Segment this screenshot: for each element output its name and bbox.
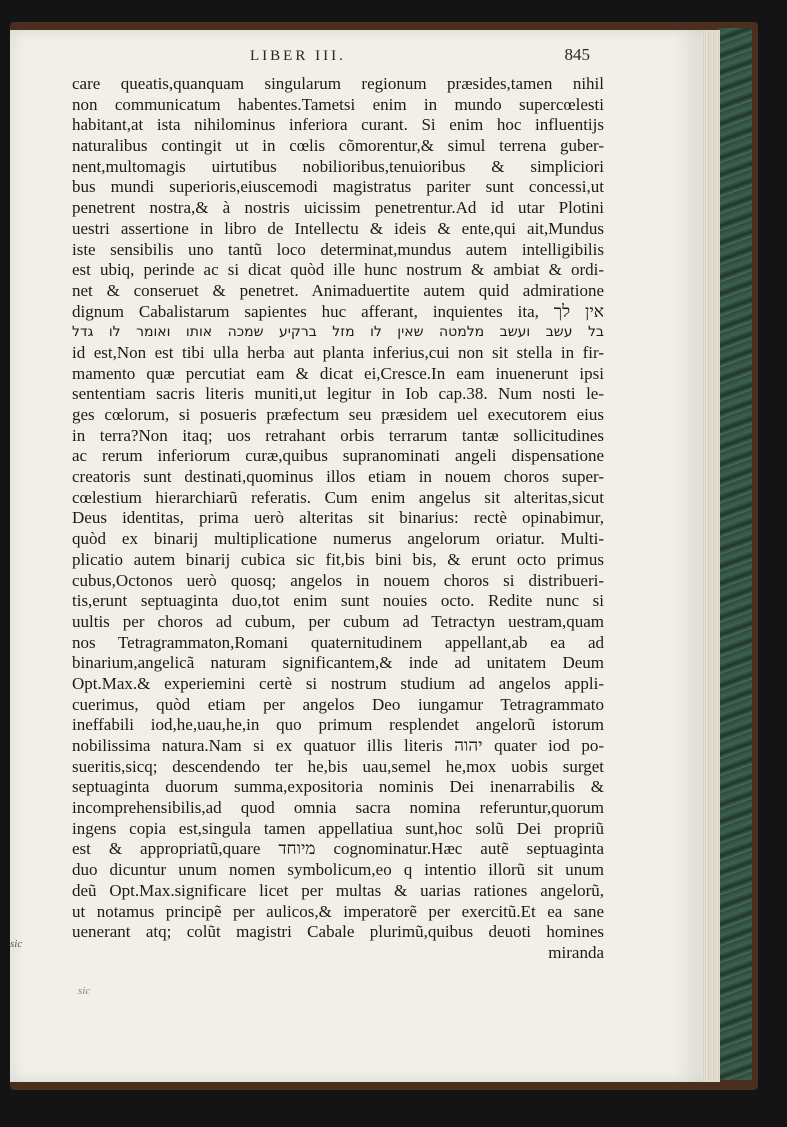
text-line: creatoris sunt destinati,quominus illos etiam in nouem choros super-: [72, 467, 604, 487]
text-line: iste sensibilis uno tantũ loco determinat,mundus autem intelligibilis: [72, 239, 604, 259]
text-line: habitant,at ista nihilominus inferiora curant. Si enim hoc influentijs: [72, 115, 604, 135]
text-line: septuaginta duorum summa,expositoria nominis Dei inenarrabilis &: [72, 777, 604, 797]
text-line: sententiam sacris literis muniti,ut legitur in Iob cap.38. Num nosti le-: [72, 384, 604, 404]
text-line: naturalibus contingit ut in cœlis cõmorentur,& simul terrena guber-: [72, 136, 604, 156]
text-line: bus mundi superioris,eiuscemodi magistratus pariter sunt concessi,ut: [72, 177, 604, 197]
text-line: net & conseruet & penetret. Animaduertite autem quid admiratione: [72, 280, 604, 300]
text-line: est ubiq, perinde ac si dicat quòd ille hunc nostrum & ambiat & ordi-: [72, 260, 604, 280]
text-line: uenerant atq; colũt magistri Cabale plurimũ,quibus deuoti homines: [72, 922, 604, 942]
text-line: dignum Cabalistarum sapientes huc afferant, inquientes ita, אין לך: [72, 301, 604, 321]
marginal-annotation: sic: [10, 938, 23, 950]
text-line: nent,multomagis uirtutibus nobilioribus,tenuioribus & simpliciori: [72, 156, 604, 176]
text-line: Opt.Max.& experiemini certè si nostrum studium ad angelos appli-: [72, 673, 604, 693]
ink-smudge: sic: [78, 985, 91, 997]
text-line: care queatis,quanquam singularum regionum præsides,tamen nihil: [72, 74, 604, 93]
text-line: nos Tetragrammaton,Romani quaternitudinem appellant,ab ea ad: [72, 632, 604, 652]
marbled-board: [718, 28, 752, 1080]
text-line: uultis per choros ad cubum, per cubum ad Tetractyn uestram,quam: [72, 611, 604, 631]
text-line: nobilissima natura.Nam si ex quatuor illis literis יהוה quater iod po-: [72, 736, 605, 755]
text-line: binarium,angelicã naturam significantem,& inde ad unitatem Deum: [72, 653, 604, 673]
text-line: ac rerum inferiorum curæ,quibus supranominati angeli dispensatione: [72, 446, 604, 466]
text-line: in terra?Non itaq; uos retrahant orbis terrarum tantæ sollicitudines: [72, 425, 604, 445]
text-line: plicatio autem binarij cubica sic fit,bis bini bis, & erunt octo primus: [72, 549, 604, 569]
text-line: incomprehensibilis,ad quod omnia sacra nomina referuntur,quorum: [72, 798, 604, 818]
text-line: ingens copia est,singula tamen appellatiua sunt,hoc solũ Dei propriũ: [72, 818, 604, 838]
text-line: quòd ex binarij multiplicatione numerus angelorum oriatur. Multi-: [72, 529, 604, 549]
catchword: miranda: [548, 942, 604, 962]
text-line: cœlestium hierarchiarũ referatis. Cum enim angelus sit alteritas,sicut: [72, 487, 604, 507]
text-line: tis,erunt septuaginta duo,tot enim sunt nouies octo. Redite nunc si: [72, 591, 604, 611]
text-line: cubus,Octonos uerò quosq; angelos in nouem choros si distribueri-: [72, 570, 604, 590]
page-number: 845: [564, 45, 590, 64]
text-line: mamento quæ percutiat eam & dicat ei,Cresce.In eam inuenerunt ipsi: [72, 363, 604, 383]
text-line: ges cœlorum, si posueris præfectum seu præsidem uel executorem eius: [72, 405, 604, 424]
running-head: LIBER III.: [250, 48, 346, 64]
text-line: duo dicuntur unum nomen symbolicum,eo q intentio illorũ sit unum: [72, 860, 604, 880]
text-line: non communicatum habentes.Tametsi enim in mundo supercœlesti: [72, 94, 604, 114]
text-line: ineffabili iod,he,uau,he,in quo primum resplendet angelorũ istorum: [72, 715, 604, 735]
text-line: sueritis,sicq; descendendo ter he,bis uau,semel he,mox uobis surget: [72, 756, 604, 776]
hebrew-line: בל עשב ועשב מלמטה שאין לו מזל ברקיע שמכה אותו ואומר לו גדל: [72, 324, 604, 341]
text-line: deũ Opt.Max.significare licet per multas & uarias rationes angelorũ,: [72, 880, 604, 900]
text-line: cuerimus, quòd etiam per angelos Deo iungamur Tetragrammato: [72, 694, 604, 714]
text-line: ut notamus principẽ per aulicos,& imperatorẽ per exercitũ.Et ea sane: [72, 901, 604, 921]
text-line: penetrent nostra,& à nostris uicissim penetrentur.Ad id utar Plotini: [72, 198, 604, 218]
text-line: uestri assertione in libro de Intellectu & ideis & ente,qui ait,Mundus: [72, 218, 604, 238]
text-block: [72, 74, 604, 964]
text-line: Deus identitas, prima uerò alteritas sit binarius: rectè opinabimur,: [72, 508, 604, 528]
text-line: id est,Non est tibi ulla herba aut planta inferius,cui non sit stella in fir-: [72, 342, 604, 362]
text-line: est & appropriatũ,quare מיוחד cognominatur.Hæc autẽ septuaginta: [72, 839, 604, 859]
